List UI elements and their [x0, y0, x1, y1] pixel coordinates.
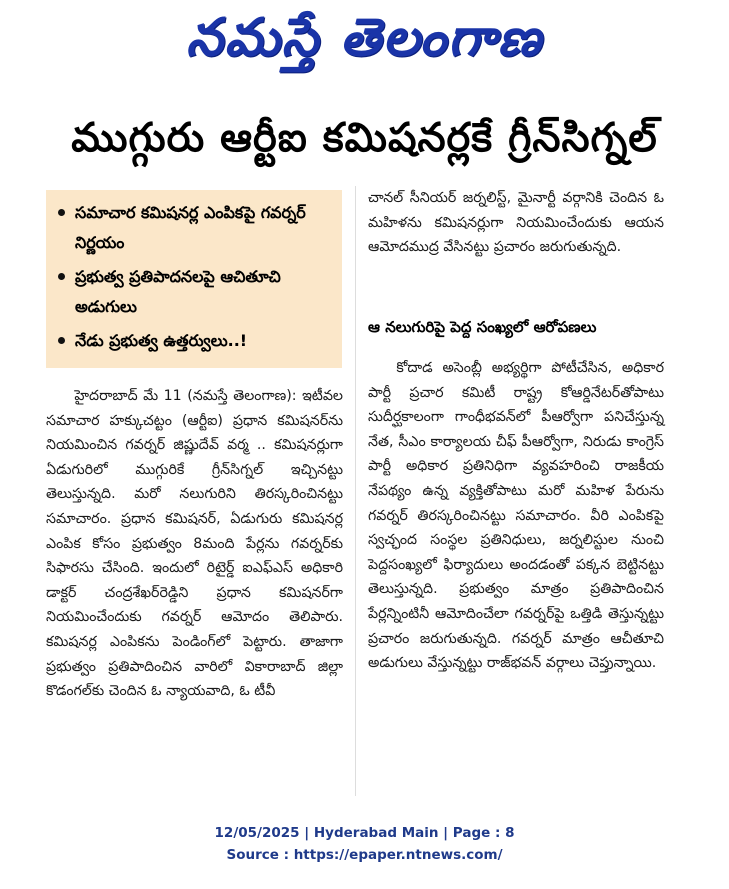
bullet-icon	[58, 273, 65, 280]
bullet-icon	[58, 337, 65, 344]
headline	[0, 108, 729, 178]
article-paragraph: చానల్‌ సీనియర్‌ జర్నలిస్ట్‌, మైనార్టీ వర్గానికి చెందిన ఓ మహిళను కమిషనర్లుగా నియమించేందుకు ఆయన ఆమోదముద్ర వేసినట్టు ప్రచారం జరుగుతున్నది.	[368, 190, 664, 256]
article-paragraph: కోదాడ అసెంబ్లీ అభ్యర్థిగా పోటీచేసిన, అధికార పార్టీ ప్రచార కమిటీ రాష్ట్ర కోఆర్డినేటర్‌తోపాటు సుదీర్ఘకాలంగా గాంధీభవన్‌లో పీఆర్వోగా పనిచేస్తున్న నేత, సీఎం కార్యాలయ చీఫ్‌ పీఆర్వోగా, నిరుడు కాంగ్రెస్‌ పార్టీ అధికార ప్రతినిధిగా వ్యవహరించి రాజకీయ నేపథ్యం ఉన్న వ్యక్తితోపాటు మరో మహిళ పేరును గవర్నర్‌ తిరస్కరించినట్టు సమాచారం. వీరి ఎంపికపై స్వచ్ఛంద సంస్థల ప్రతినిధులు, జర్నలిస్టుల నుంచి పెద్దసంఖ్యలో ఫిర్యాదులు అందడంతో పక్కన బెట్టినట్టు తెలుస్తున్నది. ప్రభుత్వం మాత్రం ప్రతిపాదించిన పేర్లన్నింటినీ ఆమోదించేలా గవర్నర్‌పై ఒత్తిడి తెస్తున్నట్టు ప్రచారం జరుగుతున్నది. గవర్నర్‌ మాత్రం ఆచీతూచి అడుగులు వేస్తున్నట్టు రాజ్‌భవన్‌ వర్గాలు చెప్తున్నాయి.	[368, 360, 664, 672]
highlight-text: ప్రభుత్వ ప్రతిపాదనలపై ఆచితూచి అడుగులు	[75, 267, 281, 316]
article-column-right-top	[368, 186, 664, 260]
source-link[interactable]: Source : https://epaper.ntnews.com/	[226, 847, 503, 863]
highlight-item	[58, 198, 332, 258]
article-column-right-bottom	[368, 356, 664, 676]
column-divider	[355, 186, 356, 796]
highlight-text: సమాచార కమిషనర్ల ఎంపికపై గవర్నర్‌ నిర్ణయం	[75, 203, 306, 252]
bullet-icon	[58, 209, 65, 216]
edition-info: 12/05/2025 | Hyderabad Main | Page : 8	[214, 825, 515, 841]
highlight-item	[58, 262, 332, 322]
page-footer	[0, 822, 729, 866]
article-paragraph: హైదరాబాద్‌ మే 11 (నమస్తే తెలంగాణ): ఇటీవల సమాచార హక్కుచట్టం (ఆర్టీఐ) ప్రధాన కమిషనర్‌ను నియమించిన గవర్నర్‌ జిష్ణుదేవ్‌ వర్మ .. కమిషనర్లుగా ఏడుగురిలో ముగ్గురికే గ్రీన్‌సిగ్నల్‌ ఇచ్చినట్టు తెలుస్తున్నది. మరో నలుగురిని తిరస్కరించినట్టు సమాచారం. ప్రధాన కమిషనర్‌, ఏడుగురు కమిషనర్ల ఎంపిక కోసం ప్రభుత్వం 8మంది పేర్లను గవర్నర్‌కు సిఫారసు చేసింది. ఇందులో రిటైర్డ్‌ ఐఎఫ్‌ఎస్‌ అధికారి డాక్టర్‌ చంద్రశేఖర్‌రెడ్డిని ప్రధాన కమిషనర్‌గా నియమించేందుకు గవర్నర్‌ ఆమోదం తెలిపారు. కమిషనర్ల ఎంపికను పెండింగ్‌లో పెట్టారు. తాజాగా ప్రభుత్వం ప్రతిపాదించిన వారిలో వికారాబాద్‌ జిల్లా కొడంగల్‌కు చెందిన ఓ న్యాయవాది, ఓ టీవీ	[46, 388, 343, 700]
highlight-item	[58, 326, 332, 356]
masthead	[0, 0, 729, 88]
highlights-box	[46, 190, 342, 368]
highlight-text: నేడు ప్రభుత్వ ఉత్తర్వులు..!	[75, 331, 248, 350]
subheading: ఆ నలుగురిపై పెద్ద సంఖ్యలో ఆరోపణలు	[368, 318, 597, 336]
article-column-left	[46, 384, 343, 704]
headline-text: ముగ్గురు ఆర్టీఐ కమిషనర్లకే గ్రీన్‌సిగ్నల్	[71, 115, 658, 161]
newspaper-title: నమస్తే తెలంగాణ	[186, 7, 543, 68]
